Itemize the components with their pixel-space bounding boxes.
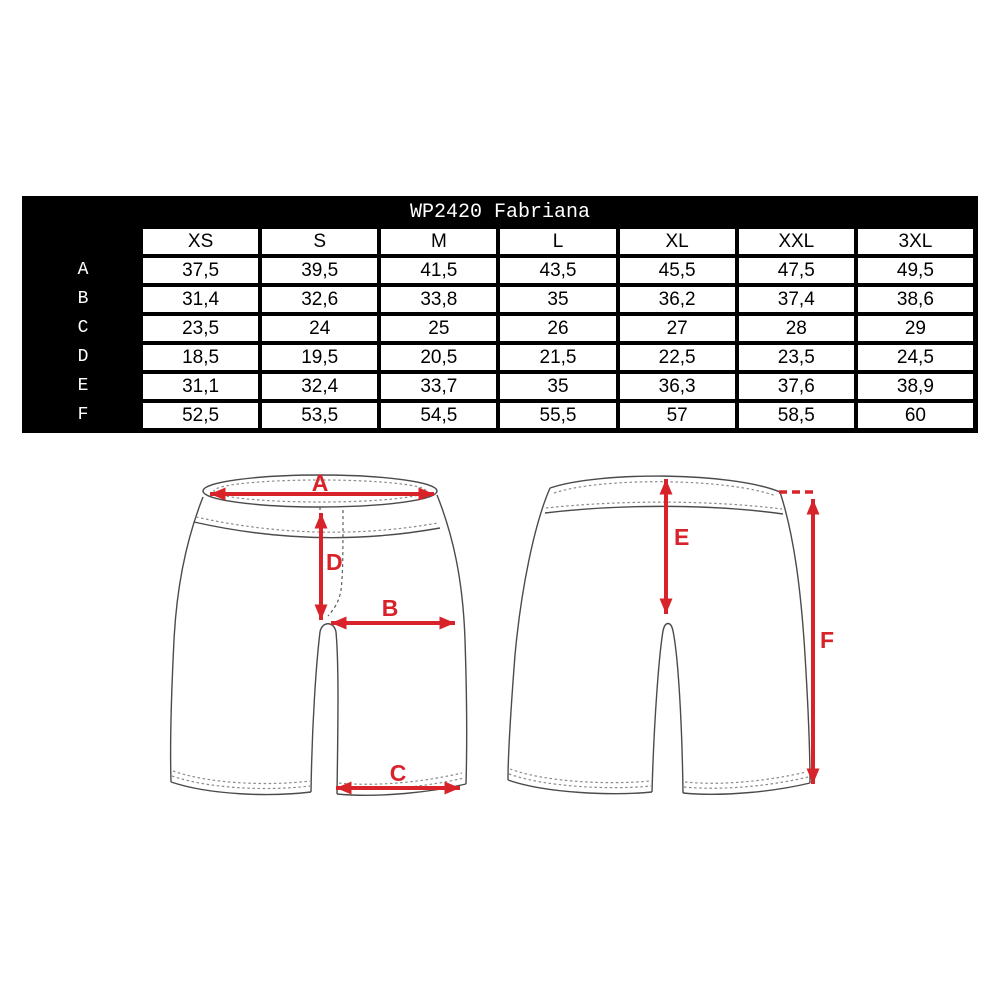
cell-c-s: 24 [262,316,377,341]
row-label-a: A [27,258,139,283]
shorts-front-view [171,470,467,795]
cell-e-l: 35 [500,374,615,399]
cell-c-l: 26 [500,316,615,341]
cell-a-xxl: 47,5 [739,258,854,283]
cell-e-xl: 36,3 [620,374,735,399]
cell-c-m: 25 [381,316,496,341]
cell-d-xl: 22,5 [620,345,735,370]
front-waistband-seam [194,522,440,538]
col-header-xs: XS [143,229,258,254]
cell-c-3xl: 29 [858,316,973,341]
measure-label-F: F [820,627,835,653]
col-header-xl: XL [620,229,735,254]
cell-e-s: 32,4 [262,374,377,399]
cell-d-xs: 18,5 [143,345,258,370]
cell-c-xxl: 28 [739,316,854,341]
col-header-l: L [500,229,615,254]
measure-label-A: A [311,470,329,496]
cell-b-xs: 31,4 [143,287,258,312]
row-label-d: D [27,345,139,370]
cell-f-s: 53,5 [262,403,377,428]
measure-label-C: C [389,760,407,786]
col-header-m: M [381,229,496,254]
cell-a-s: 39,5 [262,258,377,283]
row-label-b: B [27,287,139,312]
cell-f-xs: 52,5 [143,403,258,428]
table-corner-cell [27,229,139,254]
back-left-hem-stitch-2 [510,769,650,783]
front-left-side-seam [171,497,203,782]
cell-d-m: 20,5 [381,345,496,370]
row-label-f: F [27,403,139,428]
row-label-e: E [27,374,139,399]
row-label-c: C [27,316,139,341]
table-title: WP2420 Fabriana [27,201,973,225]
cell-e-xs: 31,1 [143,374,258,399]
front-inseam-and-crotch [311,624,338,794]
cell-d-l: 21,5 [500,345,615,370]
cell-a-l: 43,5 [500,258,615,283]
col-header-3xl: 3XL [858,229,973,254]
cell-f-l: 55,5 [500,403,615,428]
cell-b-s: 32,6 [262,287,377,312]
col-header-s: S [262,229,377,254]
cell-a-m: 41,5 [381,258,496,283]
cell-f-xl: 57 [620,403,735,428]
cell-a-xl: 45,5 [620,258,735,283]
cell-a-xs: 37,5 [143,258,258,283]
cell-e-m: 33,7 [381,374,496,399]
cell-b-3xl: 38,6 [858,287,973,312]
shorts-back-view [508,476,834,794]
shorts-measurement-diagram [0,440,1000,840]
cell-b-xxl: 37,4 [739,287,854,312]
cell-e-xxl: 37,6 [739,374,854,399]
size-table [22,196,978,433]
cell-f-xxl: 58,5 [739,403,854,428]
cell-f-3xl: 60 [858,403,973,428]
back-right-hem [683,783,810,794]
cell-e-3xl: 38,9 [858,374,973,399]
measure-label-B: B [381,595,399,621]
back-right-side-seam [780,492,810,783]
measure-label-D: D [326,549,343,575]
cell-b-m: 33,8 [381,287,496,312]
cell-c-xl: 27 [620,316,735,341]
col-header-xxl: XXL [739,229,854,254]
measure-label-E: E [674,524,690,550]
cell-d-s: 19,5 [262,345,377,370]
back-inseam-and-crotch [652,624,683,794]
cell-a-3xl: 49,5 [858,258,973,283]
cell-c-xs: 23,5 [143,316,258,341]
front-right-side-seam [437,495,467,784]
cell-d-3xl: 24,5 [858,345,973,370]
cell-f-m: 54,5 [381,403,496,428]
cell-d-xxl: 23,5 [739,345,854,370]
cell-b-l: 35 [500,287,615,312]
back-left-side-seam [508,488,550,780]
cell-b-xl: 36,2 [620,287,735,312]
